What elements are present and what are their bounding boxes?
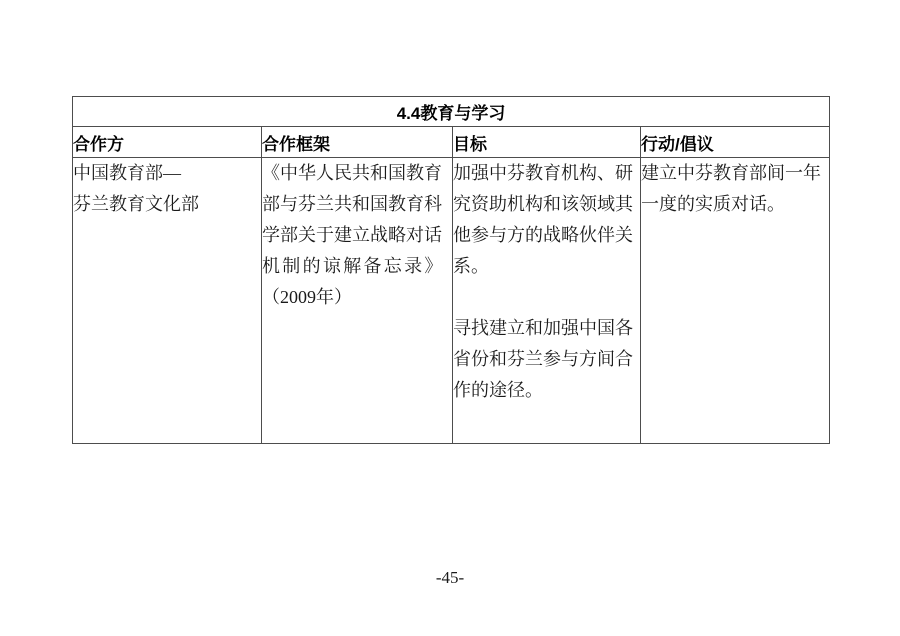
text-line: 究资助机构和该领域其	[453, 194, 633, 214]
page-number: -45-	[435, 568, 465, 587]
goals-paragraph-2	[453, 313, 640, 406]
text-line: 省份和芬兰参与方间合	[453, 349, 633, 369]
cell-partner	[73, 158, 262, 444]
table-header-row	[73, 127, 830, 158]
text-line: 系。	[453, 256, 489, 276]
cell-framework	[262, 158, 453, 444]
header-actions: 行动/倡议	[641, 127, 830, 158]
text-line: 学部关于建立战略对话	[262, 225, 442, 245]
text-line: 部与芬兰共和国教育科	[262, 194, 442, 214]
text-line: 作的途径。	[453, 380, 543, 400]
header-goals: 目标	[453, 127, 641, 158]
header-framework: 合作框架	[262, 127, 453, 158]
text-line: 芬兰教育文化部	[73, 194, 199, 214]
table-title: 4.4教育与学习	[73, 97, 830, 127]
goals-paragraph-1	[453, 158, 640, 282]
table-title-row	[73, 97, 830, 127]
education-cooperation-table	[72, 96, 830, 444]
text-line: 他参与方的战略伙伴关	[453, 225, 633, 245]
text-line: 寻找建立和加强中国各	[453, 318, 633, 338]
text-line: 中国教育部—	[73, 163, 181, 183]
text-line: 《中华人民共和国教育	[262, 163, 442, 183]
cell-actions	[641, 158, 830, 444]
text-line: （2009年）	[262, 287, 352, 307]
text-line: 一度的实质对话。	[641, 194, 785, 214]
text-line: 机制的谅解备忘录》	[262, 256, 445, 276]
text-line: 加强中芬教育机构、研	[453, 163, 633, 183]
header-partner: 合作方	[73, 127, 262, 158]
table-body-row	[73, 158, 830, 444]
text-line: 建立中芬教育部间一年	[641, 163, 821, 183]
cell-goals	[453, 158, 641, 444]
